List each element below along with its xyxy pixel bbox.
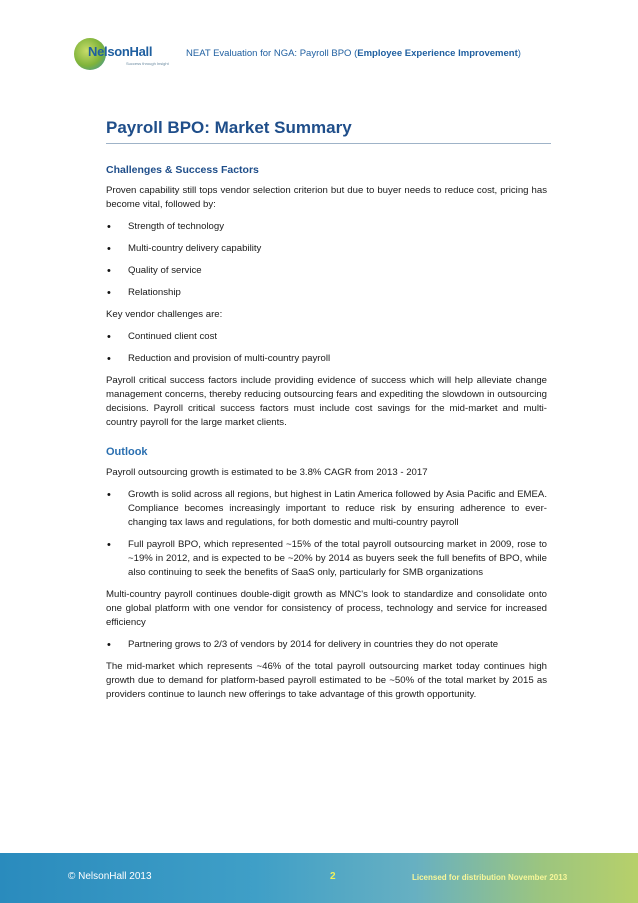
vendor-challenges-intro: Key vendor challenges are:: [106, 309, 223, 320]
multi-country-paragraph: Multi-country payroll continues double-digit growth as MNC's look to standardize and consolidate onto one global platform with one vendor for consistency of process, technology and service for increased efficiency: [106, 589, 547, 628]
copyright: © NelsonHall 2013: [68, 871, 152, 882]
vendor-challenges-list: [106, 330, 547, 366]
license-notice: Licensed for distribution November 2013: [412, 873, 568, 882]
header-emphasis: Employee Experience Improvement: [357, 48, 518, 59]
main-content: [106, 118, 547, 710]
list-item: • Quality of service: [106, 264, 547, 278]
header-prefix: NEAT Evaluation for NGA: Payroll BPO (: [186, 48, 358, 59]
growth-estimate: Payroll outsourcing growth is estimated to be 3.8% CAGR from 2013 - 2017: [106, 467, 428, 478]
nelsonhall-logo: [74, 36, 169, 72]
challenges-intro: Proven capability still tops vendor selection criterion but due to buyer needs to reduce cost, pricing has become vital, followed by:: [106, 185, 547, 210]
page-title: Payroll BPO: Market Summary: [106, 118, 551, 144]
list-item: • Multi-country delivery capability: [106, 242, 547, 256]
logo-tagline: Success through Insight: [126, 61, 169, 66]
logo-name: NelsonHall: [88, 44, 153, 59]
csf-paragraph: Payroll critical success factors include providing evidence of success which will help alleviate change management concerns, thereby reducing outsourcing fears and expediting the slowdown in outsourcing decisions. Payroll critical success factors must include cost savings for the mid-market and multi-country payroll for the large market clients.: [106, 375, 547, 428]
list-item: • Strength of technology: [106, 220, 547, 234]
challenges-heading: Challenges & Success Factors: [106, 164, 259, 176]
list-item: • Continued client cost: [106, 330, 547, 344]
partnering-bullets: [106, 638, 547, 652]
header-suffix: ): [517, 48, 521, 59]
page-number: 2: [330, 871, 336, 882]
outlook-heading: Outlook: [106, 446, 148, 458]
list-item: • Relationship: [106, 286, 547, 300]
outlook-bullets: [106, 488, 547, 580]
mid-market-paragraph: The mid-market which represents ~46% of the total payroll outsourcing market today continues high growth due to demand for platform-based payroll estimated to be ~50% of the total market by 2015 as providers continue to launch new offerings to take advantage of this growth opportunity.: [106, 661, 547, 700]
criteria-list: [106, 220, 547, 300]
running-header: [186, 48, 566, 59]
list-item: • Growth is solid across all regions, but highest in Latin America followed by Asia Pacific and EMEA. Compliance becomes increasingly important to reduce risk by ensuring adherence to ever-changing tax laws and regulations, for both domestic and multi-country payroll: [106, 488, 547, 530]
list-item: • Partnering grows to 2/3 of vendors by 2014 for delivery in countries they do not operate: [106, 638, 547, 652]
list-item: • Full payroll BPO, which represented ~15% of the total payroll outsourcing market in 2009, rose to ~19% in 2012, and is expected to be ~20% by 2014 as buyers seek the full benefits of BPO, while also continuing to seek the benefits of SaaS only, particularly for SMB organizations: [106, 538, 547, 580]
page-footer: [0, 853, 638, 903]
list-item: • Reduction and provision of multi-country payroll: [106, 352, 547, 366]
